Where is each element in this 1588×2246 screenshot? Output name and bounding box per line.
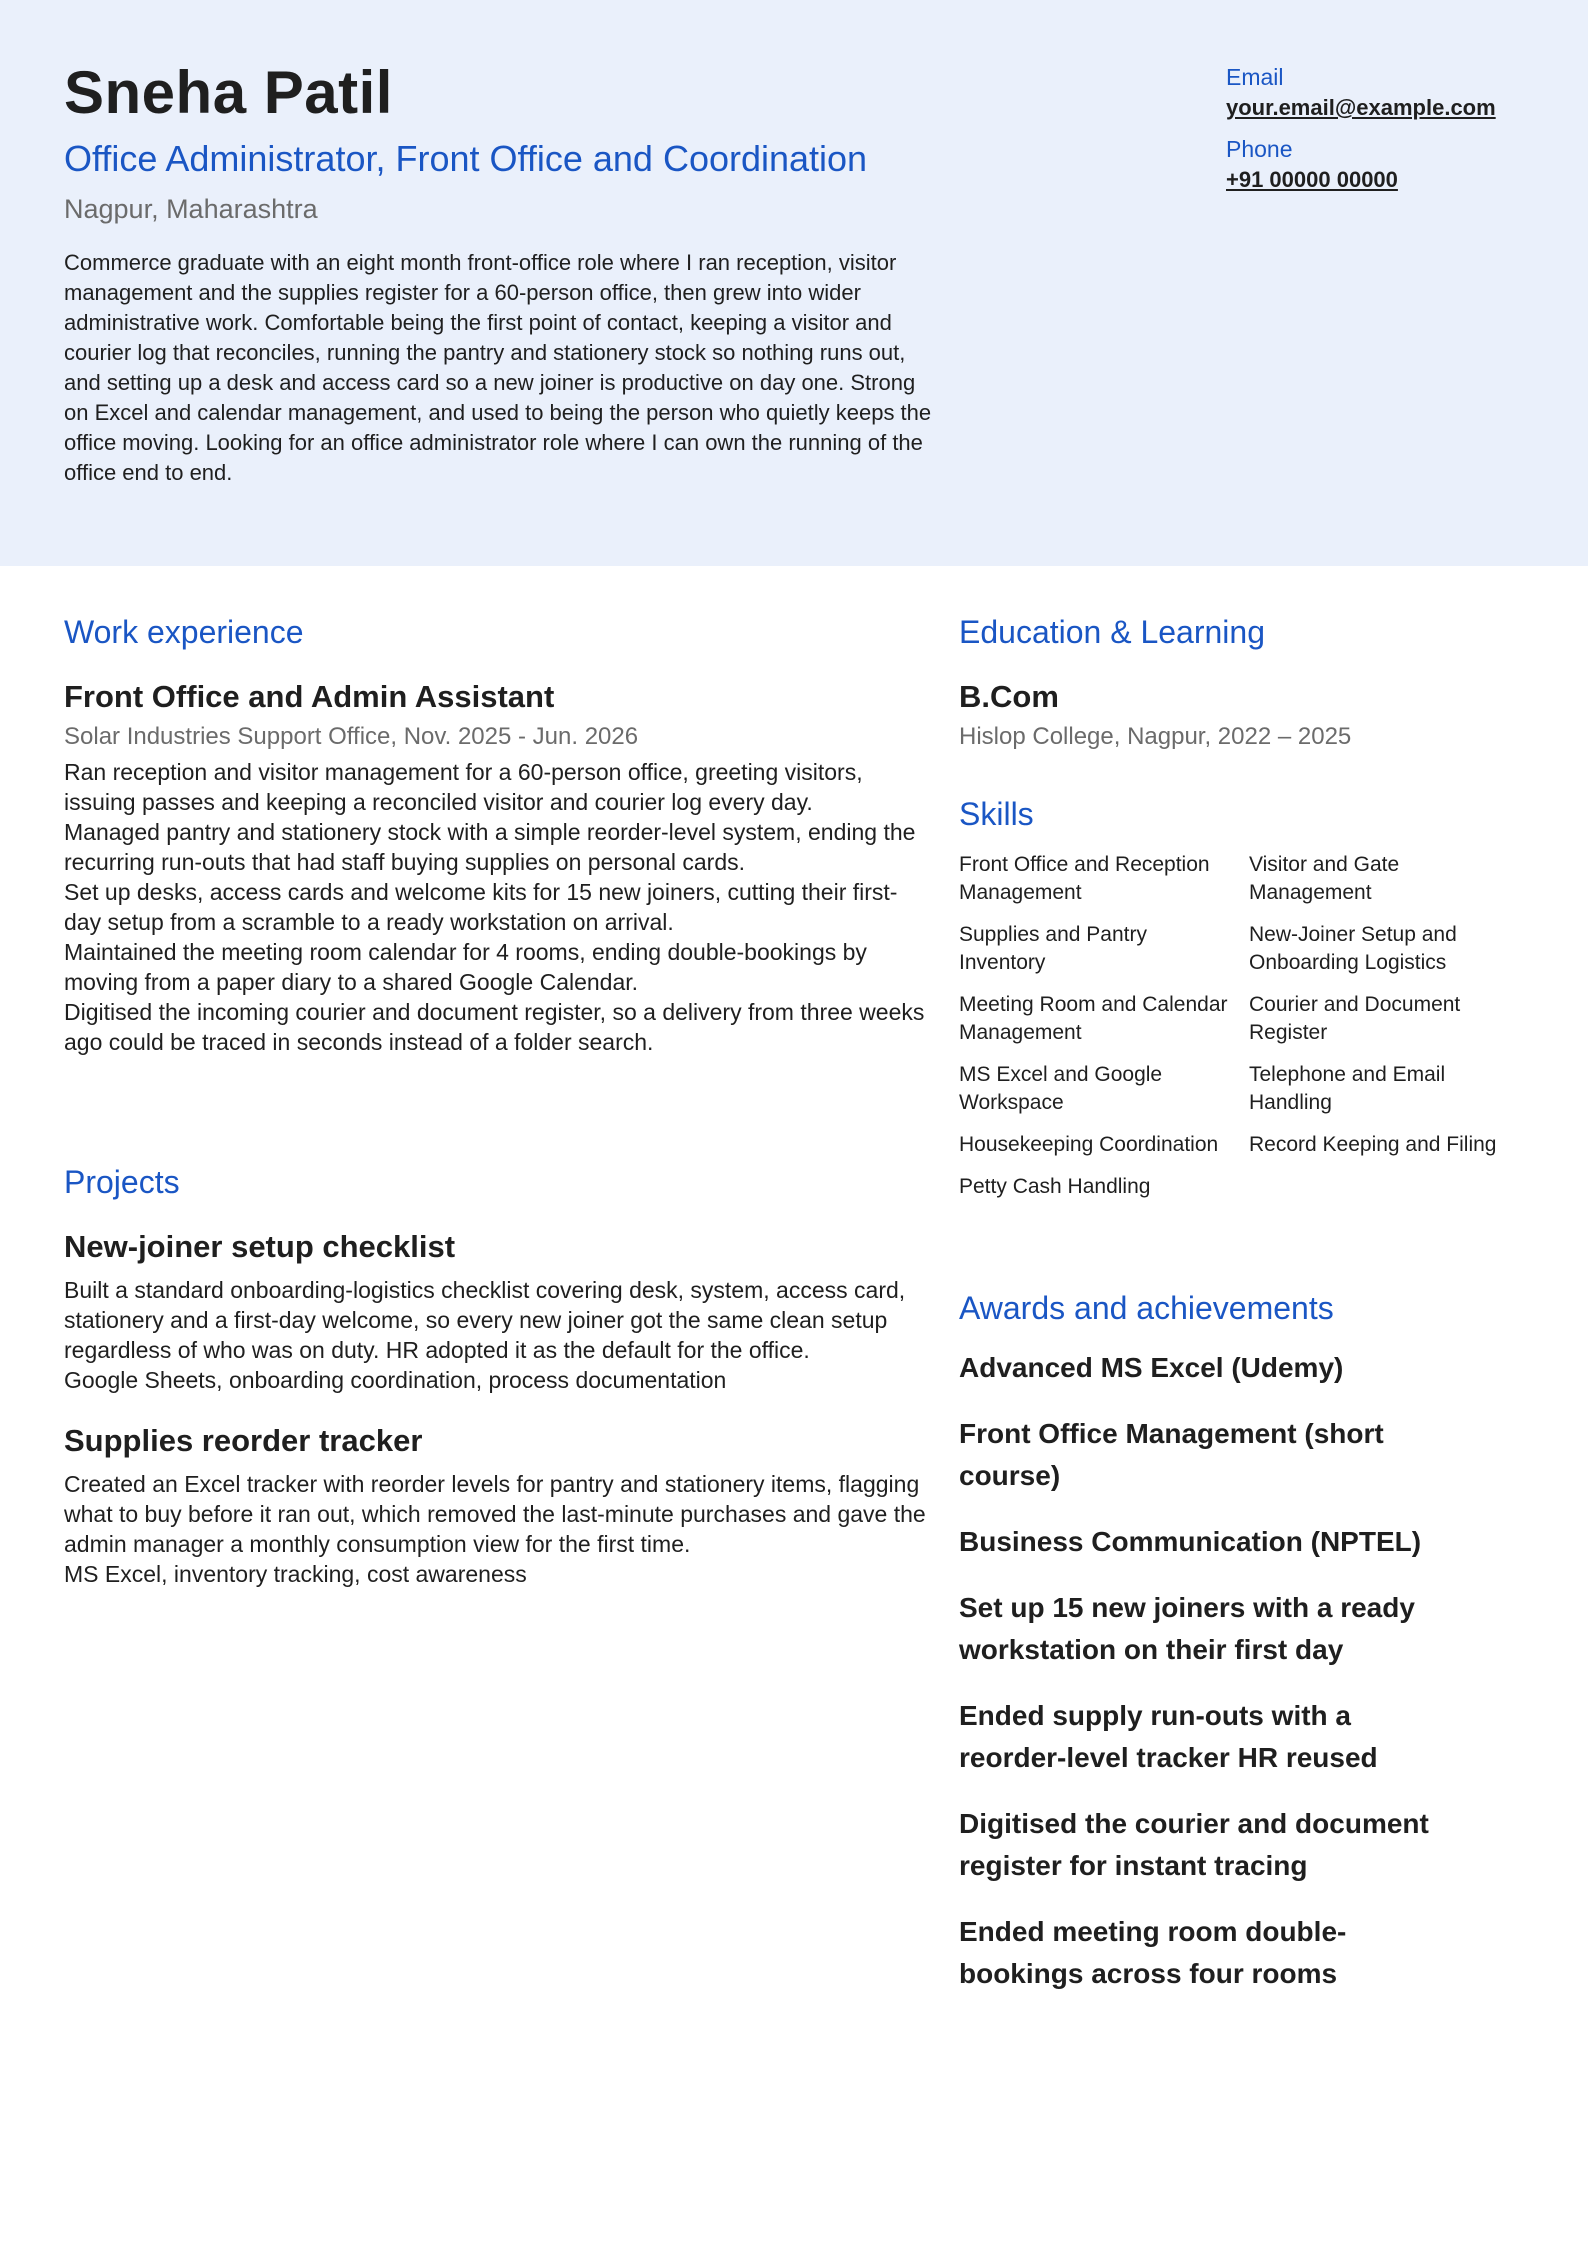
project-tools: MS Excel, inventory tracking, cost awareness xyxy=(64,1561,527,1587)
award-item: Ended meeting room double-bookings across four rooms xyxy=(959,1916,1347,1989)
email-link[interactable]: your.email@example.com xyxy=(1226,95,1496,120)
award-item: Digitised the courier and document register for instant tracing xyxy=(959,1808,1429,1881)
section-heading-awards: Awards and achievements xyxy=(959,1290,1334,1326)
profile-summary: Commerce graduate with an eight month front-office role where I ran reception, visitor management and the supplies register for a 60-person office, then grew into wider administrative work. Comfortable being the first point of contact, keeping a visitor and courier log that reconciles, running the pantry and stationery stock so nothing runs out, and setting up a desk and access card so a new joiner is productive on day one. Strong on Excel and calendar management, and used to being the person who quietly keeps the office moving. Looking for an office administrator role where I can own the running of the office end to end. xyxy=(64,250,932,485)
skill-item: MS Excel and Google Workspace xyxy=(959,1063,1163,1114)
header-section xyxy=(0,0,1588,566)
skill-item: Supplies and Pantry Inventory xyxy=(959,923,1147,974)
project-description: Built a standard onboarding-logistics checklist covering desk, system, access card, stationery and a first-day welcome, so every new joiner got the same clean setup regardless of who was on duty. HR adopted it as the default for the office. xyxy=(64,1277,906,1363)
email-label: Email xyxy=(1226,64,1284,90)
project-details xyxy=(64,1275,934,1395)
job-bullet: Set up desks, access cards and welcome kits for 15 new joiners, cutting their first-day setup from a scramble to a ready workstation on arrival. xyxy=(64,879,898,935)
candidate-name: Sneha Patil xyxy=(64,59,393,126)
project-entry xyxy=(64,1423,934,1589)
skills-grid xyxy=(959,851,1529,1201)
phone-link[interactable]: +91 00000 00000 xyxy=(1226,167,1398,192)
job-bullet: Ran reception and visitor management for a 60-person office, greeting visitors, issuing passes and keeping a reconciled visitor and courier log every day. xyxy=(64,759,863,815)
project-title: New-joiner setup checklist xyxy=(64,1229,456,1264)
job-headline: Office Administrator, Front Office and Coordination xyxy=(64,138,868,179)
award-item: Advanced MS Excel (Udemy) xyxy=(959,1352,1344,1383)
skills-section xyxy=(959,796,1529,1201)
award-item: Business Communication (NPTEL) xyxy=(959,1526,1422,1557)
section-heading-education: Education & Learning xyxy=(959,614,1265,650)
awards-section xyxy=(959,1290,1529,2019)
project-entry xyxy=(64,1229,934,1395)
job-title: Front Office and Admin Assistant xyxy=(64,679,555,714)
award-item: Front Office Management (short course) xyxy=(959,1418,1384,1491)
skill-item: Telephone and Email Handling xyxy=(1249,1063,1446,1114)
project-tools: Google Sheets, onboarding coordination, process documentation xyxy=(64,1367,727,1393)
skill-item: Record Keeping and Filing xyxy=(1249,1133,1497,1156)
skill-item: Courier and Document Register xyxy=(1249,993,1461,1044)
skill-item: Front Office and Reception Management xyxy=(959,853,1210,904)
project-details xyxy=(64,1469,934,1589)
job-meta: Solar Industries Support Office, Nov. 2025 - Jun. 2026 xyxy=(64,723,639,750)
skill-item: New-Joiner Setup and Onboarding Logistics xyxy=(1249,923,1457,974)
job-entry xyxy=(64,679,934,1057)
phone-contact xyxy=(1226,136,1566,193)
phone-label: Phone xyxy=(1226,136,1293,162)
job-bullet: Maintained the meeting room calendar for 4 rooms, ending double-bookings by moving from a paper diary to a shared Google Calendar. xyxy=(64,939,867,995)
education-meta: Hislop College, Nagpur, 2022 – 2025 xyxy=(959,723,1352,750)
job-bullets xyxy=(64,757,934,1057)
skill-item: Housekeeping Coordination xyxy=(959,1133,1219,1156)
location: Nagpur, Maharashtra xyxy=(64,194,318,224)
education-section xyxy=(959,614,1529,751)
award-item: Set up 15 new joiners with a ready workstation on their first day xyxy=(959,1592,1415,1665)
job-bullet: Digitised the incoming courier and document register, so a delivery from three weeks ago could be traced in seconds instead of a folder search. xyxy=(64,999,925,1055)
skill-item: Meeting Room and Calendar Management xyxy=(959,993,1228,1044)
project-description: Created an Excel tracker with reorder levels for pantry and stationery items, flagging what to buy before it ran out, which removed the last-minute purchases and gave the admin manager a monthly consumption view for the first time. xyxy=(64,1471,926,1557)
project-title: Supplies reorder tracker xyxy=(64,1423,423,1458)
work-experience-section xyxy=(64,614,934,1057)
education-degree: B.Com xyxy=(959,679,1059,714)
education-entry xyxy=(959,679,1529,751)
awards-list xyxy=(959,1347,1529,1995)
award-item: Ended supply run-outs with a reorder-level tracker HR reused xyxy=(959,1700,1378,1773)
email-contact xyxy=(1226,64,1566,121)
projects-section xyxy=(64,1164,934,1589)
section-heading-projects: Projects xyxy=(64,1164,180,1200)
job-bullet: Managed pantry and stationery stock with a simple reorder-level system, ending the recurring run-outs that had staff buying supplies on personal cards. xyxy=(64,819,916,875)
section-heading-work: Work experience xyxy=(64,614,304,650)
skill-item: Petty Cash Handling xyxy=(959,1175,1151,1198)
skill-item: Visitor and Gate Management xyxy=(1249,853,1400,904)
section-heading-skills: Skills xyxy=(959,796,1034,832)
